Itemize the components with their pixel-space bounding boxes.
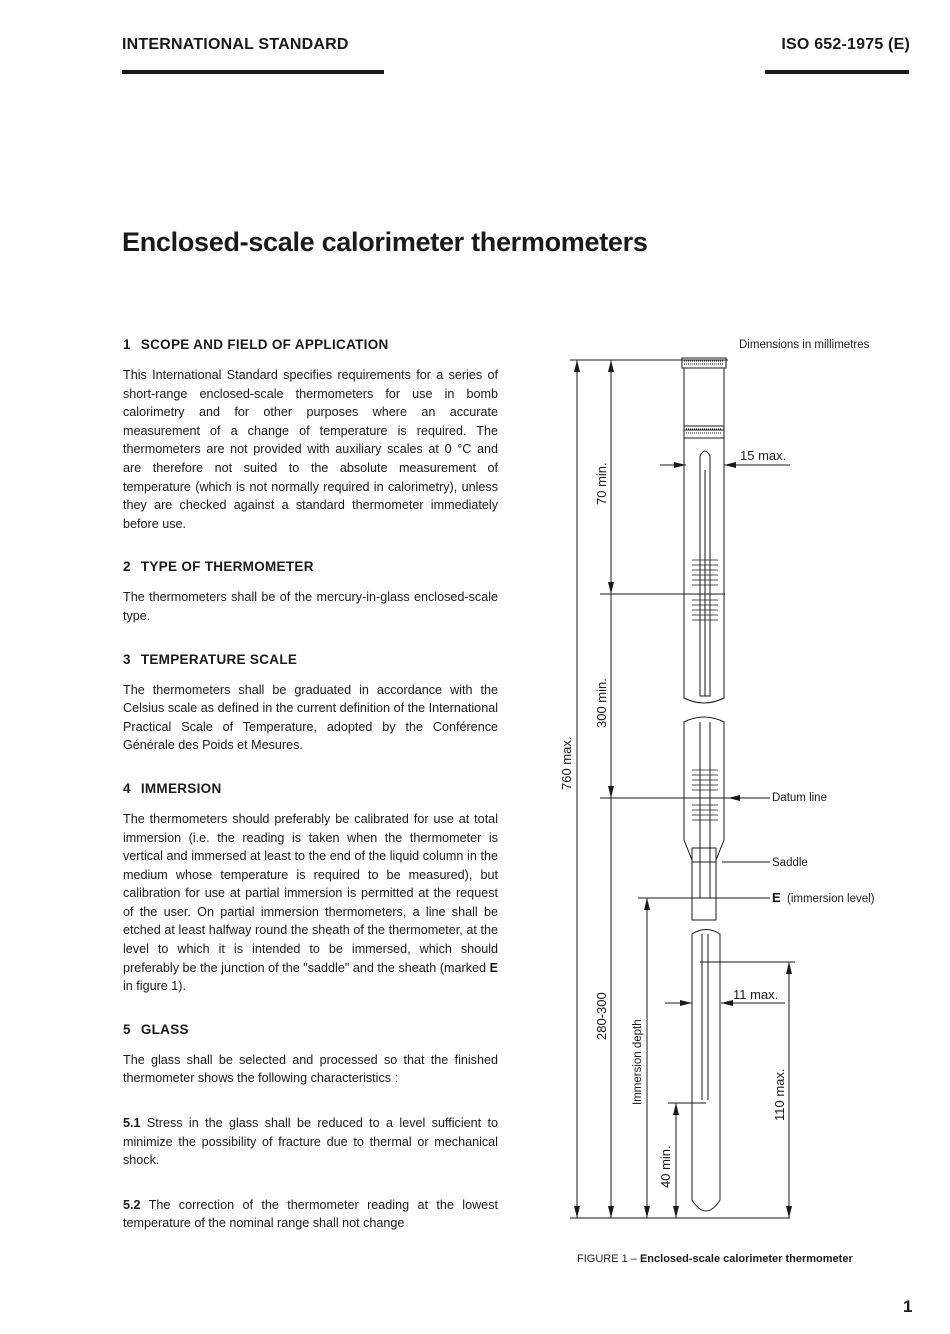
header-standard-label: INTERNATIONAL STANDARD bbox=[122, 36, 349, 53]
figure-caption bbox=[577, 1253, 853, 1265]
section-5-body: The glass shall be selected and processed so that the finished thermometer shows the following characteristics : bbox=[123, 1052, 498, 1086]
section-1-number: 1 bbox=[123, 337, 131, 352]
page-number: 1 bbox=[903, 1297, 913, 1316]
thermometer-figure bbox=[540, 345, 900, 1230]
section-4-body bbox=[123, 810, 498, 996]
section-5-heading bbox=[123, 1022, 498, 1037]
label-saddle: Saddle bbox=[772, 857, 808, 869]
subclause-5-1-text: Stress in the glass shall be reduced to a level sufficient to minimize the possibility of fracture due to thermal or mechanical shock. bbox=[123, 1116, 498, 1168]
figure-caption-title: Enclosed-scale calorimeter thermometer bbox=[639, 1253, 853, 1265]
section-3-heading bbox=[123, 652, 498, 667]
label-280-300: 280-300 bbox=[594, 992, 609, 1040]
subclause-5-2-text: The correction of the thermometer reading at the lowest temperature of the nominal range shall not change bbox=[123, 1197, 498, 1231]
label-760-max: 760 max. bbox=[559, 736, 574, 790]
label-110-max: 110 max. bbox=[772, 1068, 787, 1121]
label-300-min: 300 min. bbox=[594, 678, 609, 728]
label-datum-line: Datum line bbox=[772, 792, 827, 804]
section-1-heading bbox=[123, 337, 498, 352]
section-4-heading bbox=[123, 781, 498, 796]
section-5-number: 5 bbox=[123, 1021, 131, 1037]
section-5-title: GLASS bbox=[140, 1021, 189, 1037]
section-4-title: IMMERSION bbox=[140, 780, 222, 796]
section-2-number: 2 bbox=[123, 559, 131, 575]
section-2-heading bbox=[123, 559, 498, 574]
header-document-id: ISO 652-1975 (E) bbox=[781, 36, 910, 53]
section-1-body: This International Standard specifies requirements for a series of short-range enclosed-scale thermometers for use in bomb calorimetry and for other purposes where an accurate measurement of a change of temperature is required. The thermometers are not provided with auxiliary scales at 0 °C and are therefore not suited to the absolute measurement of temperature (which is not normally required in calorimetry), unless they are checked against a standard thermometer immediately before use. bbox=[123, 368, 498, 531]
label-immersion-level: (immersion level) bbox=[787, 893, 875, 905]
text-column bbox=[123, 337, 498, 1259]
section-4-number: 4 bbox=[123, 780, 131, 796]
section-1-title: SCOPE AND FIELD OF APPLICATION bbox=[140, 337, 389, 352]
label-immersion-depth: Immersion depth bbox=[632, 1019, 644, 1105]
subclause-5-1 bbox=[123, 1114, 498, 1170]
label-15-max: 15 max. bbox=[740, 448, 787, 463]
label-e: E bbox=[772, 890, 781, 905]
section-2-title: TYPE OF THERMOMETER bbox=[140, 559, 314, 575]
figure-caption-prefix: FIGURE 1 – bbox=[577, 1253, 640, 1265]
section-4-body-e: E bbox=[489, 960, 498, 975]
subclause-5-1-number: 5.1 bbox=[123, 1116, 141, 1131]
label-70-min: 70 min. bbox=[594, 462, 609, 505]
section-3-body: The thermometers shall be graduated in accordance with the Celsius scale as defined in the current definition of the International Practical Scale of Temperature, adopted by the Conférence Générale des Poids et Mesures. bbox=[123, 682, 498, 753]
subclause-5-2-number: 5.2 bbox=[123, 1197, 141, 1212]
header-rule-left bbox=[122, 70, 384, 74]
section-4-body-part-b: in figure 1). bbox=[123, 979, 186, 994]
label-40-min: 40 min. bbox=[658, 1145, 673, 1188]
figure-dimensions-note: Dimensions in millimetres bbox=[739, 339, 870, 351]
section-3-title: TEMPERATURE SCALE bbox=[140, 651, 298, 667]
section-4-body-part-a: The thermometers should preferably be calibrated for use at total immersion (i.e. the reading is taken when the thermometer is vertical and immersed at least to the end of the liquid column in the medium whose temperature is required to be measured), but calibration for use at partial immersion is permitted at the request of the user. On partial immersion thermometers, a line shall be etched at least halfway round the sheath of the thermometer, at the level to which it is intended to be immersed, which should preferably be the junction of the "saddle" and the sheath (marked bbox=[123, 811, 498, 975]
label-11-max: 11 max. bbox=[733, 987, 779, 1002]
header-rule-right bbox=[765, 70, 909, 74]
subclause-5-2 bbox=[123, 1196, 498, 1233]
section-3-number: 3 bbox=[123, 651, 131, 667]
page-title: Enclosed-scale calorimeter thermometers bbox=[122, 227, 648, 257]
section-2-body: The thermometers shall be of the mercury-in-glass enclosed-scale type. bbox=[123, 590, 498, 623]
